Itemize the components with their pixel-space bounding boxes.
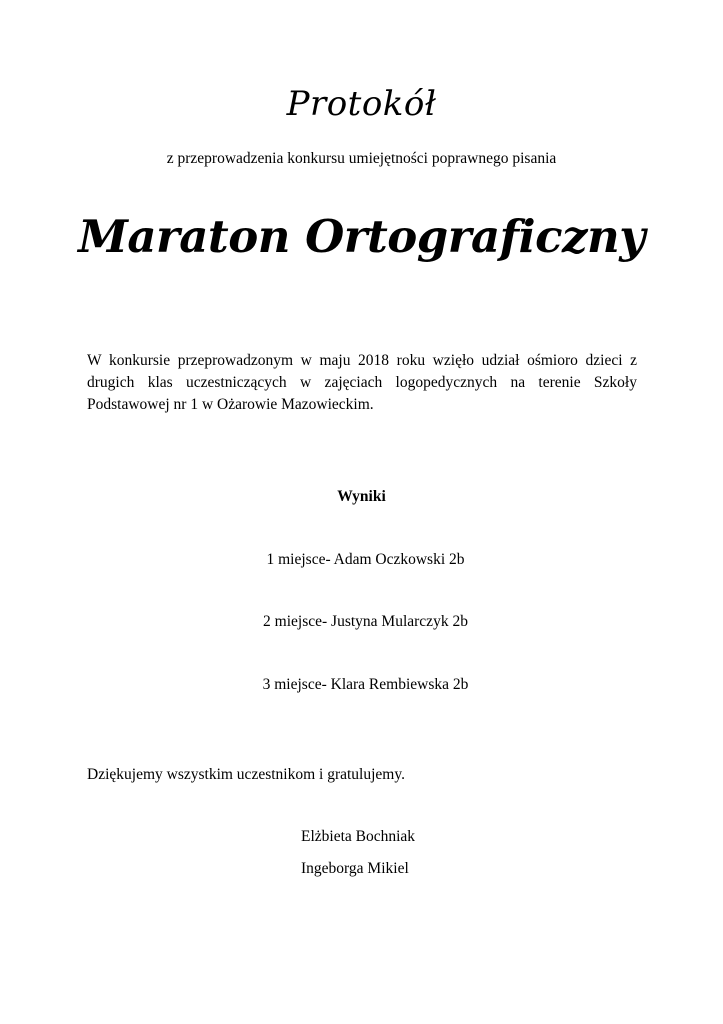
contest-name: Maraton Ortograficzny (78, 210, 645, 263)
document-subtitle: z przeprowadzenia konkursu umiejętności poprawnego pisania (166, 150, 557, 167)
result-first-place: 1 miejsce- Adam Oczkowski 2b (266, 551, 465, 568)
result-third-place: 3 miejsce- Klara Rembiewska 2b (262, 676, 469, 693)
thanks-text: Dziękujemy wszystkim uczestnikom i gratulujemy. (87, 766, 405, 783)
result-second-place: 2 miejsce- Justyna Mularczyk 2b (263, 613, 468, 630)
document-title: Protokół (286, 84, 437, 124)
intro-paragraph: W konkursie przeprowadzonym w maju 2018 roku wzięło udział ośmioro dzieci z drugich klas uczestniczących w zajęciach logopedycznych na terenie Szkoły Podstawowej nr 1 w Ożarowie Mazowieckim. (87, 352, 637, 413)
signature-1: Elżbieta Bochniak (301, 828, 416, 845)
results-heading: Wyniki (337, 488, 386, 505)
signature-2: Ingeborga Mikiel (301, 860, 409, 877)
